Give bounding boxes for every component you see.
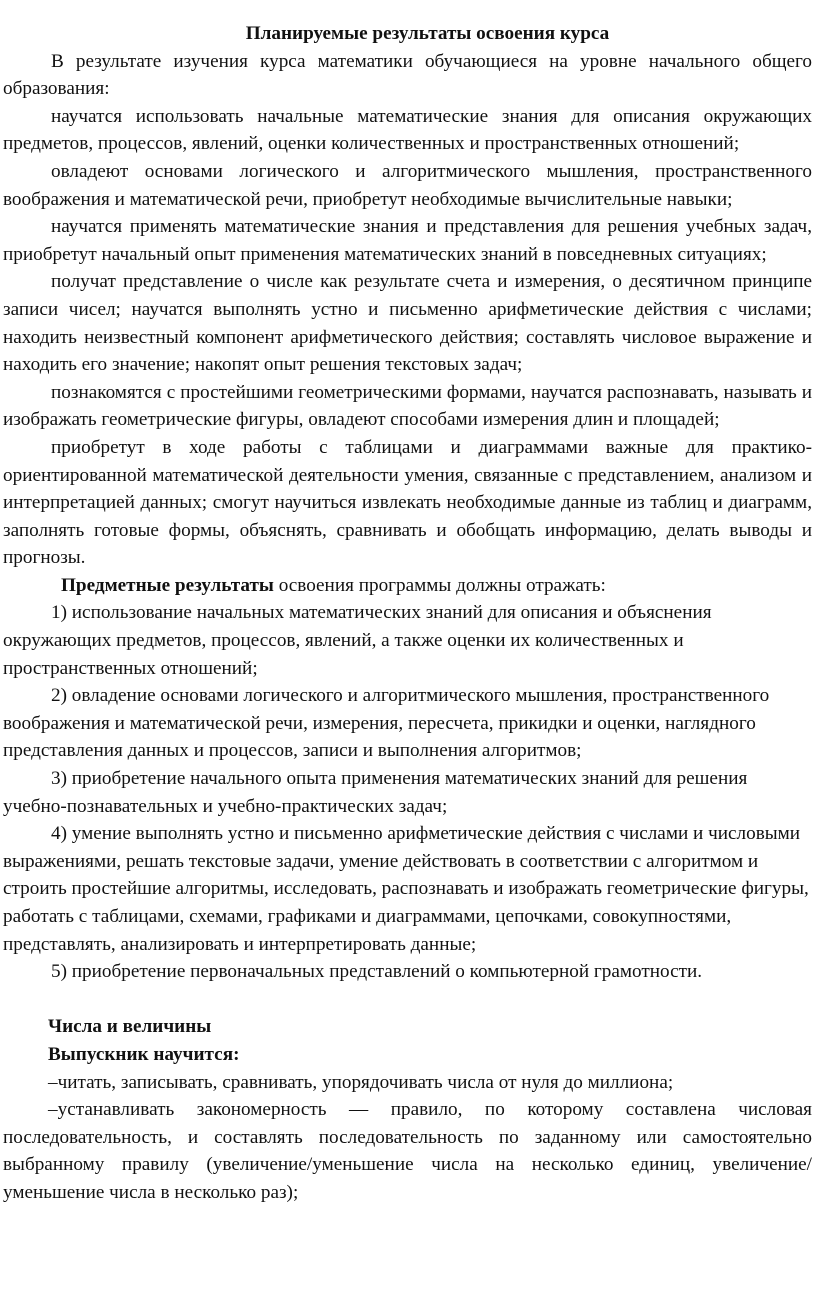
- outcome-paragraph: овладеют основами логического и алгоритмического мышления, пространственного воображения и математической речи, приобретут необходимые вычислительные навыки;: [3, 160, 812, 210]
- numbered-item: 1) использование начальных математических знаний для описания и объяснения окружающих предметов, процессов, явлений, а также оценки их количественных и пространственных отношений;: [3, 602, 712, 679]
- skill-item: –устанавливать закономерность — правило, по которому составлена числовая последовательность, и составлять последовательность по заданному или самостоятельно выбранному правилу (увеличение/уменьшение числа на несколько единиц, увеличение/уменьшение числа в несколько раз);: [3, 1099, 812, 1203]
- outcome-paragraph: приобретут в ходе работы с таблицами и диаграммами важные для практико-ориентированной математической деятельности умения, связанные с представлением, анализом и интерпретацией данных; смогут научиться извлекать необходимые данные из таблиц и диаграмм, заполнять готовые формы, объяснять, сравнивать и обобщать информацию, делать выводы и прогнозы.: [3, 436, 812, 569]
- subject-results-bold: Предметные результаты: [61, 574, 274, 596]
- numbered-item: 4) умение выполнять устно и письменно арифметические действия с числами и числовыми выражениями, решать текстовые задачи, умение действовать в соответствии с алгоритмом и строить простейшие алгоритмы, исследовать, распознавать и изображать геометрические фигуры, работать с таблицами, схемами, графиками и диаграммами, цепочками, совокупностями, представлять, анализировать и интерпретировать данные;: [3, 823, 809, 955]
- numbered-item: 3) приобретение начального опыта применения математических знаний для решения учебно-познавательных и учебно-практических задач;: [3, 768, 748, 817]
- section-heading: Числа и величины: [48, 1016, 212, 1038]
- intro-paragraph: В результате изучения курса математики обучающиеся на уровне начального общего образования:: [3, 50, 812, 100]
- subject-results-rest: освоения программы должны отражать:: [273, 574, 606, 596]
- outcome-paragraph: научатся использовать начальные математические знания для описания окружающих предметов, процессов, явлений, оценки количественных и пространственных отношений;: [3, 105, 812, 155]
- document-title: Планируемые результаты освоения курса: [245, 23, 610, 44]
- document-page: [0, 20, 816, 1207]
- numbered-item: 2) овладение основами логического и алгоритмического мышления, пространственного воображения и математической речи, измерения, пересчета, прикидки и оценки, наглядного представления данных и процессов, записи и выполнения алгоритмов;: [3, 685, 770, 762]
- outcome-paragraph: научатся применять математические знания и представления для решения учебных задач, приобретут начальный опыт применения математических знаний в повседневных ситуациях;: [3, 216, 812, 265]
- graduate-heading: Выпускник научится:: [48, 1043, 240, 1065]
- outcome-paragraph: получат представление о числе как результате счета и измерения, о десятичном принципе записи чисел; научатся выполнять устно и письменно арифметические действия с числами; находить неизвестный компонент арифметического действия; составлять числовое выражение и находить его значение; накопят опыт решения текстовых задач;: [3, 271, 812, 376]
- subject-results-lead: [3, 572, 812, 600]
- outcome-paragraph: познакомятся с простейшими геометрическими формами, научатся распознавать, называть и изображать геометрические фигуры, овладеют способами измерения длин и площадей;: [3, 381, 812, 431]
- skill-item: –читать, записывать, сравнивать, упорядочивать числа от нуля до миллиона;: [48, 1071, 674, 1093]
- blank-line: [3, 986, 812, 1014]
- numbered-item: 5) приобретение первоначальных представлений о компьютерной грамотности.: [51, 961, 703, 983]
